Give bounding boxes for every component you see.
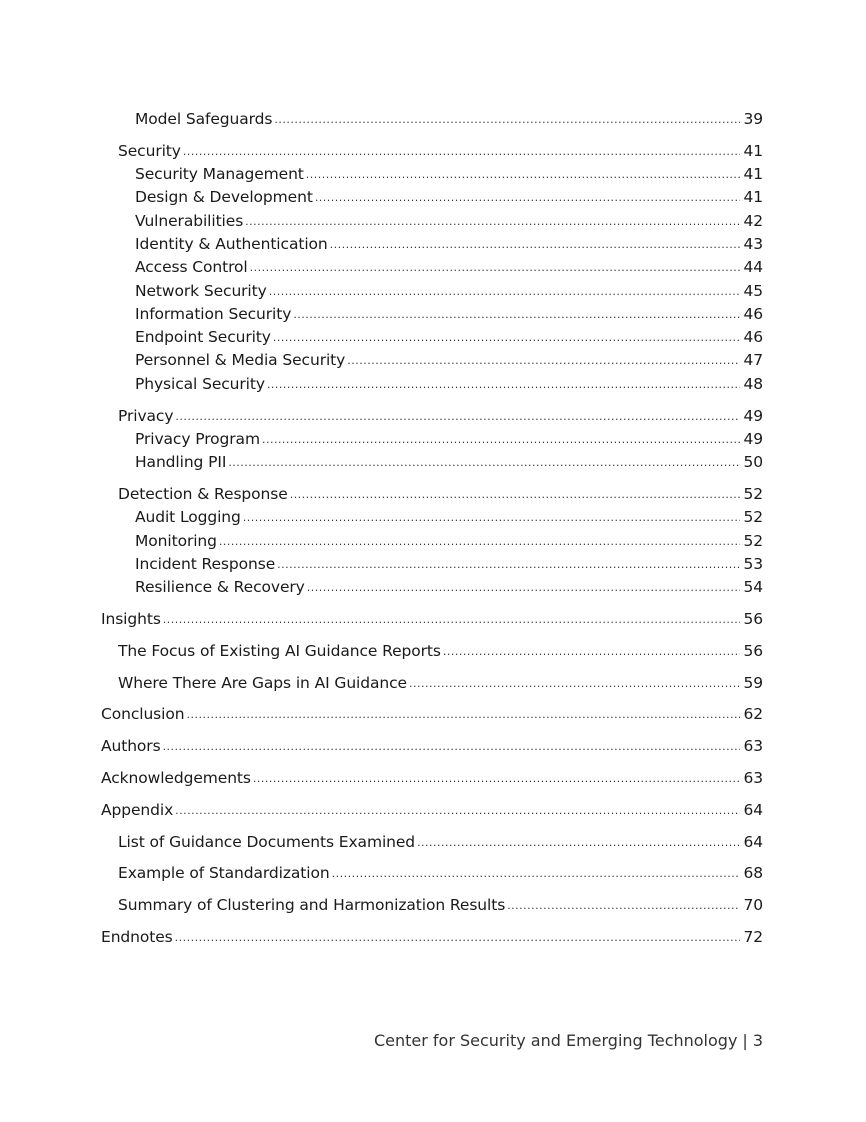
toc-dot-leader	[307, 576, 740, 599]
toc-entry-page-number: 49	[743, 406, 763, 425]
toc-entry-title: Model Safeguards	[135, 110, 273, 128]
toc-entry-title: Personnel & Media Security	[135, 351, 346, 370]
toc-entry[interactable]	[101, 405, 763, 428]
toc-entry-title: Physical Security	[135, 374, 265, 393]
toc-entry[interactable]	[101, 428, 763, 451]
toc-entry-title: List of Guidance Documents Examined	[118, 832, 416, 851]
toc-entry-title: Authors	[101, 737, 161, 756]
toc-entry-title: Resilience & Recovery	[135, 578, 305, 597]
toc-entry-title: Conclusion	[101, 705, 185, 724]
toc-dot-leader	[245, 210, 740, 233]
toc-entry-page-number: 70	[743, 896, 763, 915]
toc-dot-leader	[443, 640, 740, 663]
toc-entry[interactable]	[101, 108, 763, 131]
toc-entry-page-number: 63	[743, 737, 763, 756]
toc-entry-page-number: 52	[743, 508, 763, 527]
toc-entry-page-number: 54	[743, 578, 763, 597]
toc-entry-title: Insights	[101, 609, 161, 628]
toc-entry-title: Monitoring	[135, 531, 217, 550]
toc-entry-title: Audit Logging	[135, 508, 241, 527]
toc-dot-leader	[315, 186, 740, 209]
toc-entry-page-number: 45	[743, 281, 763, 300]
toc-entry[interactable]	[101, 280, 763, 303]
toc-entry-title: Design & Development	[135, 188, 313, 207]
footer-page-number: 3	[752, 1031, 763, 1050]
toc-entry[interactable]	[101, 608, 763, 631]
toc-entry[interactable]	[101, 483, 763, 506]
toc-entry-page-number: 49	[743, 429, 763, 448]
toc-entry-page-number: 46	[743, 304, 763, 323]
toc-dot-leader	[175, 799, 740, 822]
toc-entry-page-number: 53	[743, 554, 763, 573]
toc-entry-title: Vulnerabilities	[135, 211, 244, 230]
toc-entry[interactable]	[101, 862, 763, 885]
toc-entry-page-number: 47	[743, 351, 763, 370]
toc-entry[interactable]	[101, 799, 763, 822]
toc-entry-page-number: 39	[743, 110, 763, 128]
toc-entry-title: Privacy Program	[135, 429, 260, 448]
toc-dot-leader	[175, 405, 740, 428]
toc-entry-title: Endnotes	[101, 927, 173, 946]
toc-entry[interactable]	[101, 553, 763, 576]
toc-entry[interactable]	[101, 506, 763, 529]
toc-entry-page-number: 56	[743, 641, 763, 660]
toc-dot-leader	[507, 894, 740, 917]
toc-dot-leader	[277, 553, 740, 576]
toc-entry-title: Where There Are Gaps in AI Guidance	[118, 673, 407, 692]
toc-entry-page-number: 64	[743, 832, 763, 851]
toc-dot-leader	[274, 108, 740, 131]
toc-entry-title: Security Management	[135, 165, 304, 184]
toc-entry[interactable]	[101, 530, 763, 553]
toc-entry-title: Summary of Clustering and Harmonization Results	[118, 896, 506, 915]
toc-entry-title: Identity & Authentication	[135, 234, 328, 253]
toc-dot-leader	[250, 256, 740, 279]
toc-entry[interactable]	[101, 233, 763, 256]
toc-entry-page-number: 46	[743, 328, 763, 347]
toc-entry[interactable]	[101, 140, 763, 163]
toc-entry-page-number: 63	[743, 768, 763, 787]
toc-entry-page-number: 43	[743, 234, 763, 253]
toc-entry-page-number: 42	[743, 211, 763, 230]
toc-entry[interactable]	[101, 186, 763, 209]
toc-entry-page-number: 41	[743, 188, 763, 207]
toc-dot-leader	[290, 483, 740, 506]
toc-dot-leader	[273, 326, 740, 349]
toc-dot-leader	[347, 349, 740, 372]
toc-dot-leader	[332, 862, 740, 885]
toc-entry-page-number: 62	[743, 705, 763, 724]
toc-dot-leader	[330, 233, 740, 256]
toc-entry-page-number: 64	[743, 800, 763, 819]
toc-dot-leader	[269, 280, 740, 303]
toc-dot-leader	[262, 428, 740, 451]
toc-dot-leader	[417, 831, 740, 854]
toc-entry-title: Information Security	[135, 304, 292, 323]
toc-entry-title: Network Security	[135, 281, 267, 300]
toc-entry-title: Detection & Response	[118, 484, 288, 503]
toc-entry-title: Incident Response	[135, 554, 276, 573]
toc-entry[interactable]	[101, 451, 763, 474]
toc-entry[interactable]	[101, 210, 763, 233]
toc-dot-leader	[267, 373, 740, 396]
toc-entry[interactable]	[101, 703, 763, 726]
toc-entry-title: Acknowledgements	[101, 768, 251, 787]
toc-dot-leader	[163, 735, 740, 758]
toc-entry-page-number: 48	[743, 374, 763, 393]
toc-entry[interactable]	[101, 894, 763, 917]
toc-entry[interactable]	[101, 831, 763, 854]
toc-dot-leader	[253, 767, 740, 790]
toc-entry[interactable]	[101, 735, 763, 758]
toc-entry-title: Access Control	[135, 258, 248, 277]
toc-entry-title: Security	[118, 141, 181, 160]
table-of-contents	[101, 108, 763, 949]
toc-entry[interactable]	[101, 767, 763, 790]
toc-entry-title: Privacy	[118, 406, 174, 425]
toc-entry-page-number: 72	[743, 927, 763, 946]
toc-dot-leader	[243, 506, 740, 529]
toc-dot-leader	[409, 672, 740, 695]
toc-dot-leader	[293, 303, 740, 326]
toc-entry-page-number: 41	[743, 165, 763, 184]
toc-entry-page-number: 68	[743, 864, 763, 883]
toc-entry-page-number: 52	[743, 484, 763, 503]
toc-entry-page-number: 52	[743, 531, 763, 550]
toc-dot-leader	[163, 608, 740, 631]
toc-entry[interactable]	[101, 926, 763, 949]
footer-organization: Center for Security and Emerging Technology	[373, 1031, 738, 1050]
toc-entry-page-number: 41	[743, 141, 763, 160]
toc-entry[interactable]	[101, 326, 763, 349]
toc-entry-page-number: 56	[743, 609, 763, 628]
toc-entry-page-number: 44	[743, 258, 763, 277]
toc-entry[interactable]	[101, 349, 763, 372]
toc-entry[interactable]	[101, 672, 763, 695]
page-footer	[374, 1031, 763, 1050]
toc-entry-title: Appendix	[101, 800, 174, 819]
toc-entry-page-number: 50	[743, 453, 763, 472]
toc-dot-leader	[228, 451, 740, 474]
toc-entry-title: The Focus of Existing AI Guidance Reports	[118, 641, 441, 660]
toc-dot-leader	[183, 140, 740, 163]
toc-entry-page-number: 59	[743, 673, 763, 692]
toc-entry[interactable]	[101, 303, 763, 326]
toc-entry[interactable]	[101, 640, 763, 663]
toc-dot-leader	[306, 163, 740, 186]
toc-entry-title: Endpoint Security	[135, 328, 271, 347]
toc-entry-title: Handling PII	[135, 453, 227, 472]
toc-dot-leader	[186, 703, 740, 726]
toc-entry[interactable]	[101, 256, 763, 279]
footer-separator: |	[742, 1031, 748, 1050]
toc-entry[interactable]	[101, 576, 763, 599]
toc-entry[interactable]	[101, 373, 763, 396]
toc-entry[interactable]	[101, 163, 763, 186]
toc-entry-title: Example of Standardization	[118, 864, 330, 883]
toc-dot-leader	[219, 530, 740, 553]
toc-dot-leader	[175, 926, 740, 949]
